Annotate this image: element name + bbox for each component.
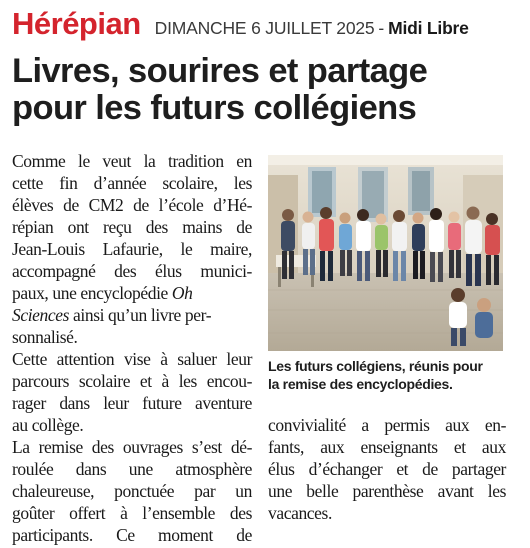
dateline-separator: - bbox=[378, 18, 385, 38]
text-line: parcours scolaire et à les encou- bbox=[12, 371, 252, 391]
photo-caption bbox=[268, 357, 508, 393]
article-column-left bbox=[12, 150, 252, 546]
text-line: cette fin d’année scolaire, les bbox=[12, 173, 252, 193]
text-line: La remise des ouvrages s’est dé- bbox=[12, 437, 252, 457]
headline-line-2: pour les futurs collégiens bbox=[12, 89, 417, 127]
text-line: Cette attention vise à saluer leur bbox=[12, 349, 252, 369]
headline bbox=[12, 53, 522, 127]
text-line: chaleureuse, ponctuée par un bbox=[12, 481, 252, 501]
headline-line-1: Livres, sourires et partage bbox=[12, 52, 428, 90]
text-line: élèves de CM2 de l’école d’Hé- bbox=[12, 195, 252, 215]
article-photo bbox=[268, 155, 503, 351]
text-line bbox=[12, 282, 252, 304]
text-line: Comme le veut la tradition en bbox=[12, 151, 252, 171]
text-line: répian ont reçu des mains de bbox=[12, 217, 252, 237]
text-fragment: paux, une encyclopédie bbox=[12, 283, 172, 303]
caption-line-1: Les futurs collégiens, réunis pour bbox=[268, 358, 483, 374]
article-header bbox=[12, 6, 518, 46]
newspaper-name: Midi Libre bbox=[388, 18, 469, 38]
photo-illustration bbox=[268, 155, 503, 351]
text-line: une belle parenthèse avant les bbox=[268, 481, 506, 501]
paragraph-2 bbox=[12, 348, 252, 436]
book-title-fragment: Oh bbox=[171, 283, 193, 303]
text-line: élus d’échanger et de partager bbox=[268, 459, 506, 479]
publication-date: DIMANCHE 6 JUILLET 2025 bbox=[154, 18, 375, 38]
text-line: Jean-Louis Lafaurie, le maire, bbox=[12, 239, 252, 259]
paragraph-3 bbox=[12, 436, 252, 546]
paragraph-4 bbox=[268, 414, 506, 524]
article-column-right bbox=[268, 414, 506, 524]
caption-line-2: la remise des encyclopédies. bbox=[268, 376, 453, 392]
text-line: vacances. bbox=[268, 503, 332, 523]
text-line: accompagné des élus munici- bbox=[12, 261, 252, 281]
text-line: goûter offert à l’ensemble des bbox=[12, 503, 252, 523]
text-line: participants. Ce moment de bbox=[12, 525, 252, 545]
paragraph-1 bbox=[12, 150, 252, 348]
text-line: sonnalisé. bbox=[12, 327, 78, 347]
text-line: au collège. bbox=[12, 415, 84, 435]
dateline bbox=[155, 18, 469, 39]
text-fragment: ainsi qu’un livre per- bbox=[69, 305, 212, 325]
text-line: roulée dans une atmosphère bbox=[12, 459, 252, 479]
town-name: Hérépian bbox=[12, 6, 141, 41]
text-line: fants, aux enseignants et aux bbox=[268, 437, 506, 457]
book-title-fragment: Sciences bbox=[12, 305, 70, 325]
text-line: rager dans leur future aventure bbox=[12, 393, 252, 413]
text-line bbox=[12, 304, 252, 326]
text-line: convivialité a permis aux en- bbox=[268, 415, 506, 435]
